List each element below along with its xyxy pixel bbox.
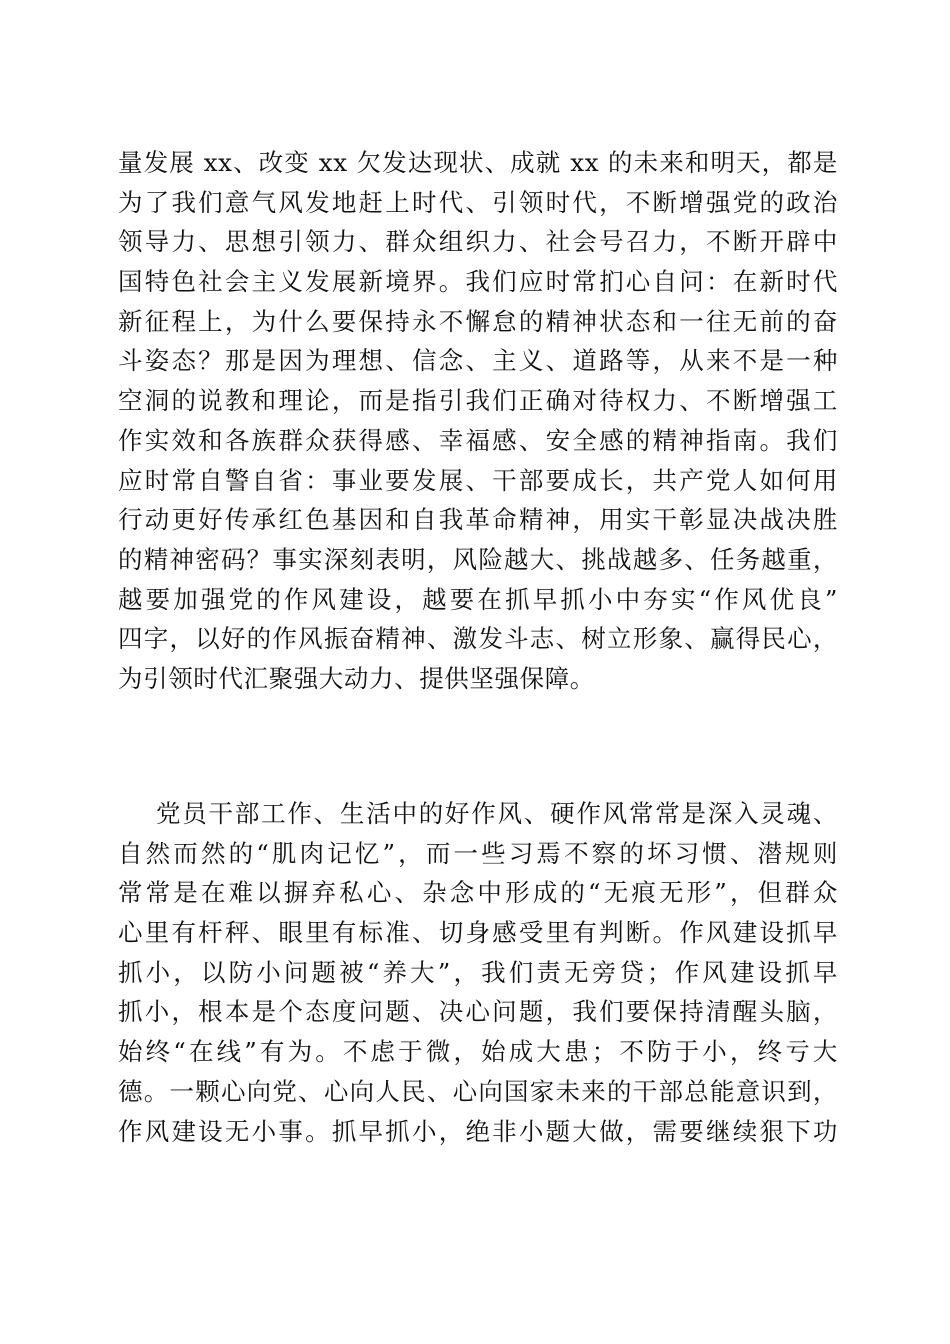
- text-line: 空洞的说教和理论，而是指引我们正确对待权力、不断增强工: [118, 386, 838, 416]
- text-line: 自然而然的“肌肉记忆”，而一些习焉不察的坏习惯、潜规则: [118, 838, 838, 868]
- paragraph-1: [118, 143, 838, 699]
- text-line: 量发展 xx、改变 xx 欠发达现状、成就 xx 的未来和明天，都是: [118, 148, 838, 177]
- text-line: 作风建设无小事。抓早抓小，绝非小题大做，需要继续狠下功: [118, 1116, 838, 1146]
- text-line: 常常是在难以摒弃私心、杂念中形成的“无痕无形”，但群众: [118, 878, 838, 908]
- text-line: 党员干部工作、生活中的好作风、硬作风常常是深入灵魂、: [156, 799, 838, 828]
- text-line: 心里有杆秤、眼里有标准、切身感受里有判断。作风建设抓早: [118, 918, 838, 948]
- text-line: 越要加强党的作风建设，越要在抓早抓小中夯实“作风优良”: [118, 584, 838, 614]
- text-line: 为引领时代汇聚强大动力、提供坚强保障。: [118, 663, 595, 693]
- text-line: 新征程上，为什么要保持永不懈怠的精神状态和一往无前的奋: [118, 306, 838, 336]
- text-line: 国特色社会主义发展新境界。我们应时常扪心自问：在新时代: [118, 267, 838, 297]
- text-line: 行动更好传承红色基因和自我革命精神，用实干彰显决战决胜: [118, 505, 838, 535]
- text-line: 抓小，以防小问题被“养大”，我们责无旁贷；作风建设抓早: [118, 957, 838, 987]
- text-line: 为了我们意气风发地赶上时代、引领时代，不断增强党的政治: [118, 187, 838, 217]
- text-line: 始终“在线”有为。不虑于微，始成大患；不防于小，终亏大: [118, 1037, 838, 1067]
- text-line: 四字，以好的作风振奋精神、激发斗志、树立形象、赢得民心，: [118, 624, 838, 654]
- text-line: 作实效和各族群众获得感、幸福感、安全感的精神指南。我们: [118, 425, 838, 455]
- paragraph-2: [118, 794, 838, 1151]
- text-line: 应时常自警自省：事业要发展、干部要成长，共产党人如何用: [118, 465, 838, 495]
- text-line: 斗姿态？那是因为理想、信念、主义、道路等，从来不是一种: [118, 346, 838, 376]
- text-line: 的精神密码？事实深刻表明，风险越大、挑战越多、任务越重，: [118, 544, 838, 574]
- text-line: 德。一颗心向党、心向人民、心向国家未来的干部总能意识到，: [118, 1076, 838, 1106]
- text-line: 抓小，根本是个态度问题、决心问题，我们要保持清醒头脑，: [118, 997, 838, 1027]
- text-line: 领导力、思想引领力、群众组织力、社会号召力，不断开辟中: [118, 227, 838, 257]
